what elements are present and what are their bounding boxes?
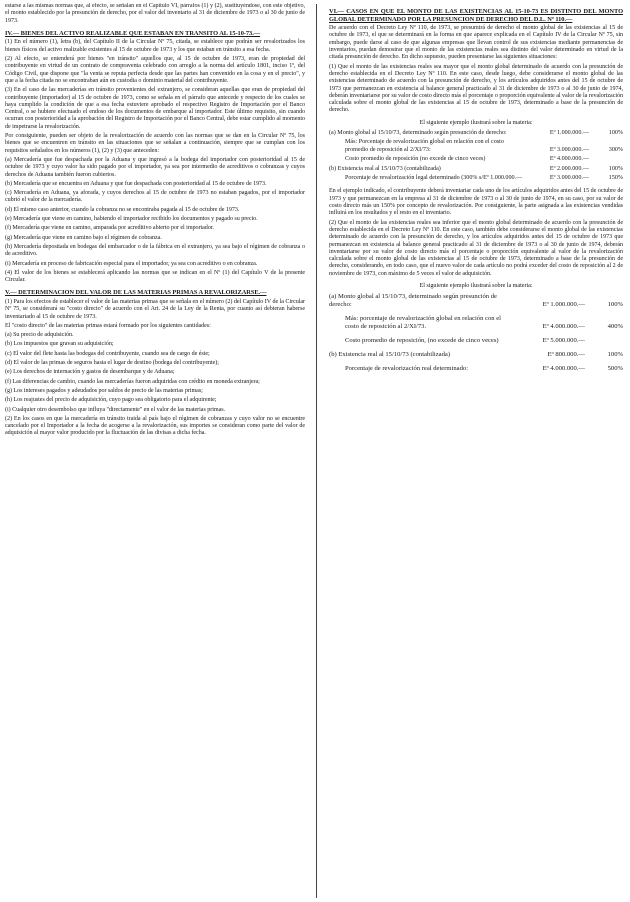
paragraph: De acuerdo con el Decreto Ley Nº 110, de 1973, se presumirá de derecho el monto global de las existencias al 15 de octubre de 1973, el que se determinará en la forma en que aparece explicada en el Capítulo IV de la Circular Nº 75, sin embargo, puede darse al caso de que algunas empresas que llevan control de sus existencias mediante permanencias de inventarios, puedan demostrar que el monto de las existencias reales sea distinto del valor determinado en virtud de la citada presunción de derecho. En dicho supuesto, pueden presentarse las siguientes situaciones: <box>329 25 623 61</box>
left-column <box>5 3 305 899</box>
list-item: (b) Mercadería que se encuentra en Aduana y que fue despachada con posterioridad al 15 de octubre de 1973. <box>5 180 267 187</box>
section-vi-heading: VI.— CASOS EN QUE EL MONTO DE LAS EXISTENCIAS AL 15-10-73 ES DISTINTO DEL MONTO GLOBAL DETERMINADO POR LA PRESUNCION DE DERECHO DEL D.L. Nº 110.— <box>329 8 623 23</box>
example-row: Más: porcentaje de revalorización global en relación con el costo de reposición al 2/XI/73. Eº 4.000.000.— 400% <box>345 315 623 331</box>
list-item: (g) Los intereses pagados y adeudados por saldos de precio de las materias primas; <box>5 387 203 394</box>
example-row: (b) Existencia real al 15/10/73 (contabilizada) Eº 800.000.— 100% <box>329 351 623 359</box>
list-item: (e) Mercadería que viene en camino, habiendo el importador recibido los documentos y pagado su precio. <box>5 216 258 223</box>
paragraph: Por consiguiente, pueden ser objeto de la revalorización de acuerdo con las normas que se dan en la Circular Nº 75, los bienes que se encuentren en tránsito en las situaciones que se señalan a continuación, siempre que se cumplan con los requisitos señalados en los números (1), (2) y (3) que anteceden: <box>5 133 305 154</box>
list-item: (c) Mercadería en Aduana, ya aforada, y cuyos derechos al 15 de octubre de 1973 no estaban pagados, por el importador cubrió el valor de la mercadería. <box>5 190 305 204</box>
example-row: Porcentaje de revalorización real determinado: Eº 4.000.000.— 500% <box>345 365 623 373</box>
section-v-heading: V.— DETERMINACION DEL VALOR DE LAS MATERIAS PRIMAS A REVALORIZARSE.— <box>5 289 267 297</box>
list-item: (i) Cualquier otro desembolso que influya "directamente" en el valor de las materias primas. <box>5 406 226 413</box>
paragraph: (4) El valor de los bienes se establecerá aplicando las normas que se indican en el Nº (1) del Capítulo V de la presente Circular. <box>5 269 305 284</box>
intro-paragraph: estarse a las mismas normas que, al efecto, se señalan en el Capítulo VI, párrafos (1) y (2), sustituyéndose, con este objetivo, el monto establecido por la presunción de derecho, por el valor del inventario al 31 de diciembre de 1973 o al 30 de junio de 1973. <box>5 3 305 24</box>
paragraph: (2) Que el monto de las existencias reales sea inferior que el monto global determinado de acuerdo con la presunción de derecho establecida en el Decreto Ley Nº 110. En este caso, también debe considerarse el monto global de las existencias determinado de acuerdo con la presunción de derecho, y los artículos adquiridos antes del 15 de octubre de 1973 que permanezcan en existencia al balance general practicado al 31 de diciembre de 1973 o al 30 de junio de 1974, deberán inventariarse por su valor de costo directo más el porcentaje o proporción equivalente al valor de la revalorización calculada sobre el monto global de las existencias al 15 de octubre de 1973, determinado a base de la presunción de derecho, considerando, en todo caso, que el nuevo valor de cada artículo no podrá exceder del costo de reposición al 2 de noviembre de 1973, con máximo de 5 veces el valor de adquisición. <box>329 219 623 277</box>
right-column <box>329 3 623 899</box>
column-divider <box>316 4 317 898</box>
example-table-1 <box>329 130 623 182</box>
paragraph: (1) Que el monto de las existencias reales sea mayor que el monto global determinado de acuerdo con la presunción de derecho establecida en el Decreto Ley Nº 110. En este caso, desde luego, debe considerarse el monto global de las existencias determinado de acuerdo con la presunción de derecho, y los artículos adquiridos antes del 15 de octubre de 1973 que permanezcan en existencia al balance general practicado al 31 de diciembre de 1973 o al 30 de junio de 1974, deberán inventariarse por su valor de costo directo más el porcentaje o proporción equivalente al valor de la revalorización calculada sobre el monto global de las existencias al 15 de octubre de 1973, determinado a base de la presunción de derecho. <box>329 63 623 114</box>
example-intro: El siguiente ejemplo ilustrará sobre la materia: <box>419 282 533 290</box>
list-item: (e) Los derechos de internación y gastos de desembarque y de Aduana; <box>5 369 175 376</box>
list-item: (h) Mercadería depositada en bodegas del embarcador o de la fábrica en el extranjero, ya sea bajo el régimen de cobranza o de acreditivo. <box>5 243 305 258</box>
section-iv-heading: IV.— BIENES DEL ACTIVO REALIZABLE QUE ESTABAN EN TRANSITO AL 15-10-73.— <box>5 29 261 37</box>
example-table-2 <box>329 293 623 373</box>
paragraph: En el ejemplo indicado, el contribuyente deberá inventariar cada uno de los artículos adquiridos antes del 15 de octubre de 1973 y que permanezcan en la empresa al 31 de diciembre de 1973 o al 30 de junio de 1974, en su caso, por su valor de costo directo más un 150% por concepto de revalorización. Por consiguiente, la parte asignada a las existencias vendidas influirá en los resultados y el resto en el inventario. <box>329 188 623 217</box>
list-item: (a) Su precio de adquisición. <box>5 332 74 339</box>
example-row: (a) Monto global al 15/10/73, determinado según presunción de derecho: Eº 1.000.000.— 100% <box>329 130 623 137</box>
list-item: (f) Mercadería que viene en camino, amparada por acreditivo abierto por el importador. <box>5 225 214 232</box>
list-item: (f) Las diferencias de cambio, cuando las mercaderías fueron adquiridas con crédito en moneda extranjera; <box>5 378 260 385</box>
paragraph: (3) En el caso de las mercaderías en tránsito provenientes del extranjero, se consideran aquellas que eran de propiedad del contribuyente (importador) al 15 de octubre de 1973, como se señala en el párrafo que antecede y respecto de los cuales se haya cumplido la condición de que a esa fecha estuviere aprobado el respectivo Registro de Importación por el Banco Central, o se hubiere efectuado el endoso de los documentos de embarque al importador. Este último requisito, sin cuando ocurran con posterioridad a la aprobación del Registro de Importación por el Banco Central, debe estar cumplido al momento de impetrarse la revalorización. <box>5 87 305 130</box>
example-row: Más: Porcentaje de revalorización global en relación con el costo promedio de reposición al 2/XI/73: Eº 3.000.000.— 300% <box>345 139 623 153</box>
paragraph: (2) En los casos en que la mercadería en tránsito traida al país bajo el régimen de cobranzas y cuyo valor no se encuentre cancelado por el Importador a la fecha de acogerse a la revalorización, sus importes se consideran como parte del valor de adquisición al mayor valor producido por la fluctuación de las divisas a dicha fecha. <box>5 415 305 437</box>
list-item: (b) Los impuestos que gravan su adquisición; <box>5 341 114 348</box>
list-item: (a) Mercadería que fue despachada por la Aduana y que ingresó a la bodega del importador con posterioridad al 15 de octubre de 1973 y cuyo valor ha sido pagado por el importador, ya sea por intermedio de acreditivos o cobranzas y cuyos derechos de Aduana también fueron cubiertos. <box>5 156 305 178</box>
example-intro: El siguiente ejemplo ilustrará sobre la materia: <box>419 118 533 126</box>
example-row: Costo promedio de reposición (no excede de cinco veces) Eº 4.000.000.— <box>345 156 589 163</box>
example-row: Costo promedio de reposición, (no excede de cinco veces) Eº 5.000.000.— <box>345 337 585 345</box>
paragraph: (1) Para los efectos de establecer el valor de las materias primas que se señala en el número (2) del Capítulo IV de la Circular Nº 75, se considerará su "costo directo" de acuerdo con el Art. 24 de la Ley de la Renta, por cuanto así debieran haberse inventariado al 15 de octubre de 1973. <box>5 298 305 320</box>
list-item: (c) El valor del flete hasta las bodegas del contribuyente, cuando sea de cargo de éste; <box>5 350 210 357</box>
paragraph: El "costo directo" de las materias primas estará formado por los siguientes cantidades: <box>5 322 211 329</box>
paragraph: (1) En el número (1), letra (b), del Capítulo II de la Circular Nº 75, citada, se establece que podrán ser revalorizados los bienes físicos del activo realizable existentes al 15 de octubre de 1973 y los que estaban en tránsito a esa fecha. <box>5 39 305 53</box>
list-item: (h) Los reajustes del precio de adquisición, cuyo pago sea obligatorio para el adquirente; <box>5 397 217 404</box>
example-row: (b) Existencia real al 15/10/73 (contabilizada) Eº 2.000.000.— 100% <box>329 165 623 172</box>
list-item: (d) El valor de las primas de seguros hasta el lugar de destino (bodega del contribuyente); <box>5 360 219 367</box>
example-row: (a) Monto global al 15/10/73, determinado según presunción de derecho: Eº 1.000.000.— 100% <box>329 293 623 309</box>
list-item: (g) Mercadería que viene en camino bajo el régimen de cobranza. <box>5 234 162 241</box>
list-item: (d) El mismo caso anterior, cuando la cobranza no se encontraba pagada al 15 de octubre de 1973. <box>5 206 240 213</box>
paragraph: (2) Al efecto, se entenderá por bienes "en tránsito" aquellos que, al 15 de octubre de 1973, eran de propiedad del contribuyente en virtud de un contrato de compraventa celebrado con arreglo a la norma del artículo 1801, inciso 1º, del Código Civil, que dispone que "la venta se reputa perfecta desde que las partes han convenido en la cosa y en el precio", y que a la fecha citada no se encontraban aún en custodia o dominio material del contribuyente. <box>5 56 305 84</box>
example-row: Porcentaje de revalorización legal determinado (300% s/Eº 1.000.000.— Eº 3.000.000.— 150% <box>345 175 623 182</box>
list-item: (i) Mercadería en proceso de fabricación especial para el importador, ya sea con acreditivo o en cobranza. <box>5 260 258 267</box>
